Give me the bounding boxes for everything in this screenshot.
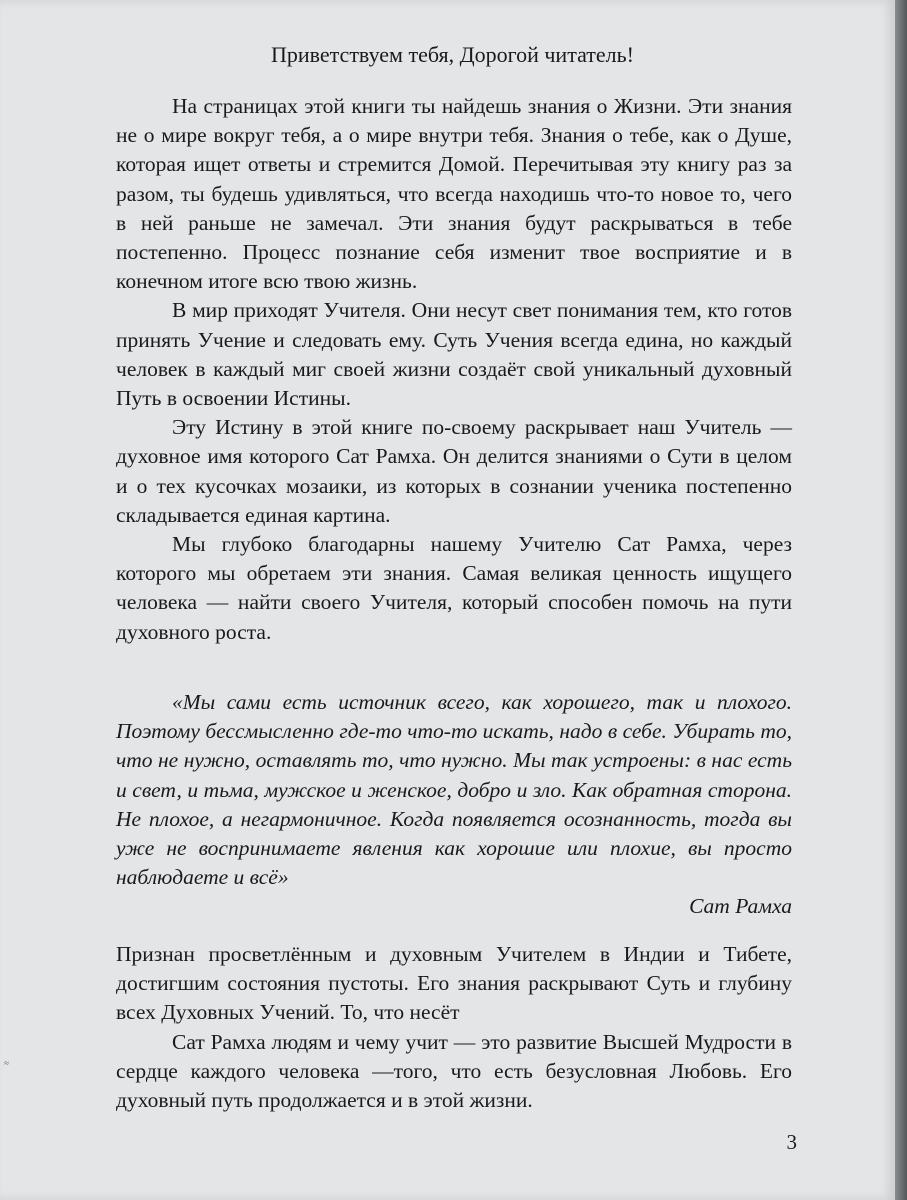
paragraph: На страницах этой книги ты найдешь знания о Жизни. Эти знания не о мире вокруг тебя, а о мире внутри тебя. Знания о тебе, как о Душе, которая ищет ответы и стремится Домой. Перечитывая эту книгу раз за разом, ты будешь удивляться, что всегда находишь что-то новое то, чего в ней раньше не замечал. Эти знания будут раскрываться в тебе постепенно. Процесс познание себя изменит твое восприятие и в конечном итоге всю твою жизнь. xyxy=(116,94,792,294)
paragraph: В мир приходят Учителя. Они несут свет понимания тем, кто готов принять Учение и следовать ему. Суть Учения всегда едина, но каждый человек в каждый миг своей жизни создаёт свой уникальный духовный Путь в освоении Истины. xyxy=(116,298,792,411)
paragraph: Признан просветлённым и духовным Учителем в Индии и Тибете, достигшим состояния пустоты. Его знания раскрывают Суть и глубину всех Духовных Учений. То, что несёт xyxy=(116,942,792,1025)
page-edge xyxy=(895,0,907,1200)
paragraph: Сат Рамха людям и чему учит — это развитие Высшей Мудрости в сердце каждого человека —того, что есть безусловная Любовь. Его духовный путь продолжается и в этой жизни. xyxy=(116,1029,792,1113)
intro-text xyxy=(116,92,792,647)
paragraph: Эту Истину в этой книге по-своему раскрывает наш Учитель — духовное имя которого Сат Рамха. Он делится знаниями о Сути в целом и о тех кусочках мозаики, из которых в сознании ученика постепенно складывается единая картина. xyxy=(116,415,792,527)
page-number: 3 xyxy=(786,1130,797,1154)
bio-text xyxy=(116,940,792,1115)
page-title: Приветствуем тебя, Дорогой читатель! xyxy=(270,42,634,67)
quote-text: «Мы сами есть источник всего, как хорошего, так и плохого. Поэтому бессмысленно где-то что-то искать, надо в себе. Убирать то, что не нужно, оставлять то, что нужно. Мы так устроены: в нас есть и свет, и тьма, мужское и женское, добро и зло. Как обратная сторона. Не плохое, а негармоничное. Когда появляется осознанность, тогда вы уже не воспринимаете явления как хорошие или плохие, вы просто наблюдаете и всё» xyxy=(116,690,792,890)
margin-mark: ≈ xyxy=(4,1058,9,1068)
paragraph: Мы глубоко благодарны нашему Учителю Сат Рамха, через которого мы обретаем эти знания. Самая великая ценность ищущего человека — найти своего Учителя, который способен помочь на пути духовного роста. xyxy=(116,532,792,644)
quote-author: Сат Рамха xyxy=(689,894,792,919)
quote-block xyxy=(116,688,792,922)
